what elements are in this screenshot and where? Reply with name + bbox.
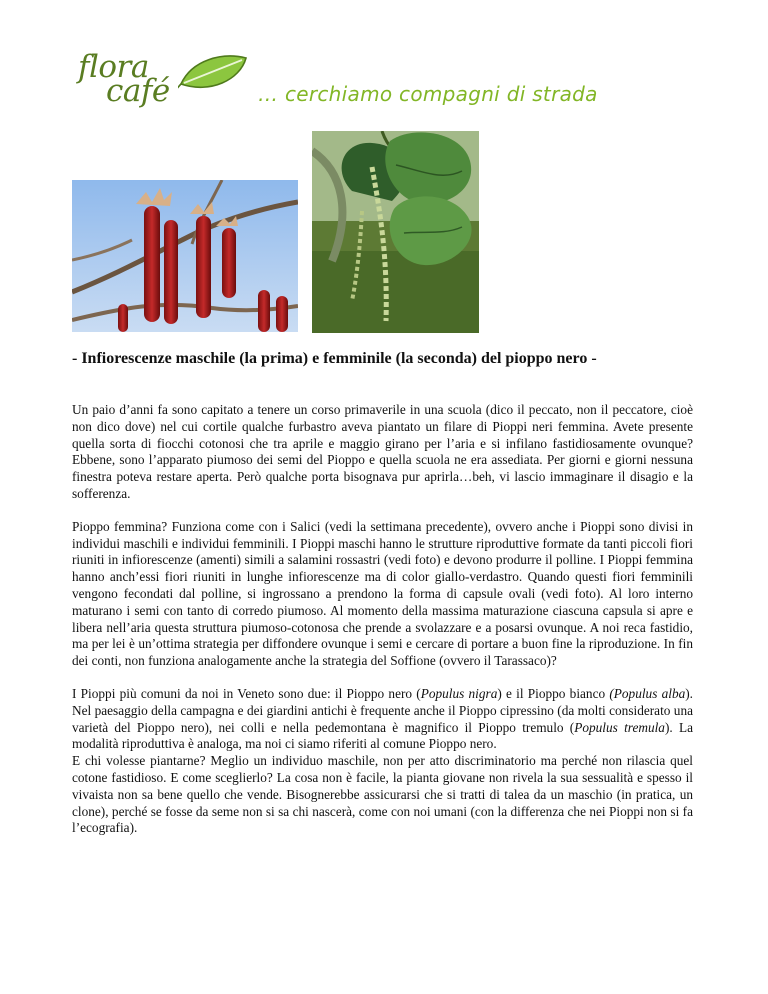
- logo-word-cafe: café: [106, 73, 170, 109]
- tagline: … cerchiamo compagni di strada: [258, 82, 598, 106]
- photo-male-inflorescences: [72, 180, 298, 332]
- catkins-male-icon: [72, 180, 298, 332]
- flora-cafe-logo: [78, 49, 248, 109]
- paragraph-3: I Pioppi più comuni da noi in Veneto sono due: il Pioppo nero (Populus nigra) e il Pioppo bianco (Populus alba). Nel paesaggio della campagna e dei giardini antichi è frequente anche il Pioppo cipressino (da molti considerato una varietà del Pioppo nero), nei colli e nella pedemontana è magnifico il Pioppo tremulo (Populus tremula). La modalità riproduttiva è analoga, ma noi ci siamo riferiti al comune Pioppo nero.: [72, 685, 694, 752]
- paragraph-2: Pioppo femmina? Funziona come con i Salici (vedi la settimana precedente), ovvero anche i Pioppi sono divisi in individui maschili e individui femminili. I Pioppi maschi hanno le strutture riproduttive formate da tanti piccoli fiori riuniti in infiorescenze (amenti) simili a salamini rossastri (vedi foto) e devono produrre il polline. I Pioppi femmina hanno anch’essi fiori riuniti in lunghe infiorescenze ma di color giallo-verdastro. Quando questi fiori femminili vengono fecondati dal polline, si ingrossano a prendono la forma di capsule ovali (vedi foto). Al loro interno maturano i semi con tanto di corredo piumoso. Al momento della massima maturazione ciascuna capsula si apre e libera nell’aria questa struttura piumoso-cotonosa che prende a svolazzare e a posarsi ovunque. A noi reca fastidio, ma per lei è un’ottima strategia per diffondere ovunque i semi e cercare di portare a buon fine la riproduzione. In fin dei conti, non funziona analogamente anche la strategia del Soffione (ovvero il Tarassaco)?: [72, 518, 693, 669]
- latin-name-alba: (Populus alba: [609, 685, 686, 701]
- latin-name-tremula: Populus tremula: [574, 719, 665, 735]
- paragraph-4: E chi volesse piantarne? Meglio un individuo maschile, non per atto discriminatorio ma perché non rilascia quel cotone fastidioso. E come sceglierlo? La cosa non è facile, la pianta giovane non rivela la sua sessualità e spesso il vivaista non sa bene quello che vende. Bisognerebbe assicurarsi che si tratti di talea da un maschio (in pratica, un clone), perché se fosse da seme non si sa chi nascerà, come con noi umani (con la differenza che nei Pioppi non si fa l’ecografia).: [72, 753, 693, 836]
- paragraph-1: Un paio d’anni fa sono capitato a tenere un corso primaverile in una scuola (dico il peccato, non il peccatore, cioè non dico dove) nel cui cortile qualche furbastro aveva piantato un filare di Pioppi neri femmina. Avete presente quella sorta di fiocchi cotonosi che tra aprile e maggio girano per l’aria e si infilano fastidiosamente ovunque? Ebbene, sono l’apparato piumoso dei semi del Pioppo e quella scuola ne era assediata. Per giorni e giorni nessuna finestra poteva restare aperta. Però qualche porta bisognava pur aprirla…beh, vi lascio immaginare il disagio e la sofferenza.: [72, 402, 693, 501]
- logo-word-flora: flora: [78, 49, 149, 85]
- photo-female-inflorescence: [312, 131, 479, 333]
- latin-name-nigra: Populus nigra: [420, 685, 498, 701]
- article-body: [72, 402, 693, 853]
- leaf-icon: [178, 54, 248, 94]
- image-caption: - Infiorescenze maschile (la prima) e femminile (la seconda) del pioppo nero -: [72, 350, 597, 367]
- leaves-female-catkin-icon: [312, 131, 479, 333]
